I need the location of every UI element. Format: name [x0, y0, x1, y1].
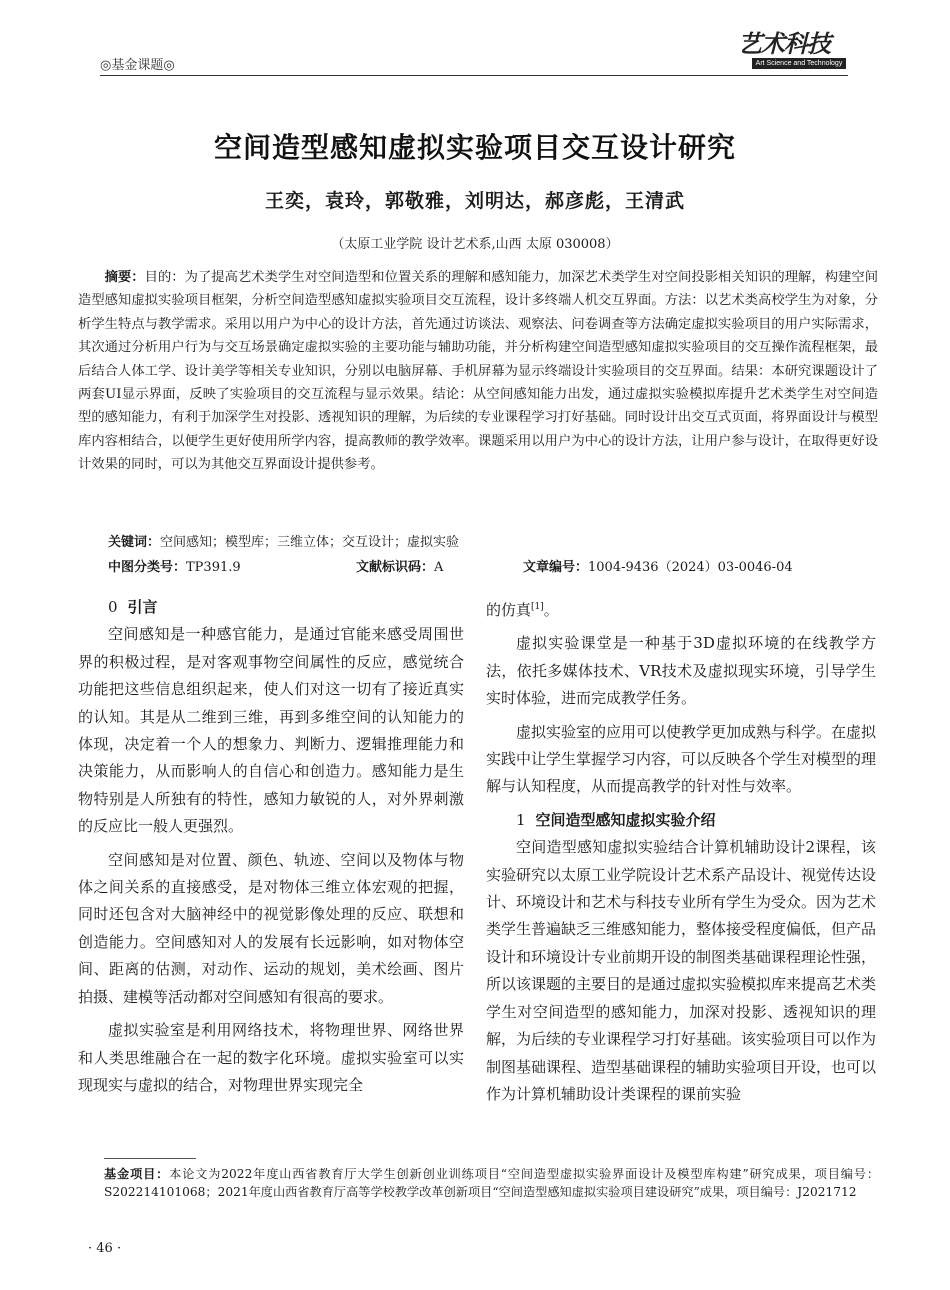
- page-number: · 46 ·: [88, 1241, 122, 1256]
- paragraph: 空间感知是一种感官能力，是通过官能来感受周围世界的积极过程，是对客观事物空间属性的反应，感觉统合功能把这些信息组织起来，使人们对这一切有了接近真实的认知。其是从二维到三维，再到多维空间的认知能力的体现，决定着一个人的想象力、判断力、逻辑推理能力和决策能力，从而影响人的自信心和创造力。感知能力是生物特别是人所独有的特性，感知力敏锐的人，对外界刺激的反应比一般人更强烈。: [78, 625, 464, 836]
- paragraph: 空间造型感知虚拟实验结合计算机辅助设计2课程，该实验研究以太原工业学院设计艺术系产品设计、视觉传达设计、环境设计和艺术与科技专业所有学生为受众。因为艺术类学生普遍缺乏三维感知能力，整体接受程度偏低，但产品设计和环境设计专业前期开设的制图类基础课程理论性强，所以该课题的主要目的是通过虚拟实验模拟库来提高艺术类学生对空间造型的感知能力，加深对投影、透视知识的理解，为后续的专业课程学习打好基础。该实验项目可以作为制图基础课程、造型基础课程的辅助实验项目开设，也可以作为计算机辅助设计类课程的课前实验: [486, 838, 877, 1103]
- article-number-label: 文章编号：: [523, 560, 589, 575]
- paragraph: 虚拟实验课堂是一种基于3D虚拟环境的在线教学方法，依托多媒体技术、VR技术及虚拟现实环境，引导学生实时体验，进而完成教学任务。: [486, 634, 876, 708]
- abstract-label: 摘要：: [104, 270, 145, 285]
- journal-logo-subtitle: Art Science and Technology: [752, 58, 846, 69]
- citation-reference: [1]: [531, 602, 544, 612]
- section-heading-experiment-intro: [486, 807, 876, 834]
- footnote-divider: [104, 1158, 196, 1159]
- author-list: 王奕，袁玲，郭敬雅，刘明达，郝彦彪，王清武: [264, 190, 685, 212]
- article-number-value: 1004-9436（2024）03-0046-04: [588, 560, 793, 575]
- body-left-column: [78, 594, 464, 1105]
- paragraph: 空间感知是对位置、颜色、轨迹、空间以及物体与物体之间关系的直接感受，是对物体三维立体宏观的把握，同时还包含对大脑神经中的视觉影像处理的反应、联想和创造能力。空间感知对人的发展有长远影响，如对物体空间、距离的估测，对动作、运动的规划，美术绘画、图片拍摄、建模等活动都对空间感知有很高的要求。: [78, 850, 464, 1006]
- keywords: [108, 531, 459, 550]
- document-code: [356, 556, 443, 575]
- footnote-label: 基金项目：: [104, 1167, 170, 1181]
- clc-label: 中图分类号：: [108, 560, 187, 575]
- section-number: 1: [516, 810, 526, 829]
- section-title: 引言: [127, 598, 158, 616]
- body-right-column: [486, 594, 876, 1114]
- paragraph-continued-text: 的仿真: [486, 601, 532, 619]
- paper-title: 空间造型感知虚拟实验项目交互设计研究: [213, 131, 736, 164]
- abstract-text: 目的：为了提高艺术类学生对空间造型和位置关系的理解和感知能力，加深艺术类学生对空间投影相关知识的理解，构建空间造型感知虚拟实验项目框架，分析空间造型感知虚拟实验项目交互流程，设计多终端人机交互界面。方法：以艺术类高校学生为对象，分析学生特点与教学需求。采用以用户为中心的设计方法，首先通过访谈法、观察法、问卷调查等方法确定虚拟实验项目的用户实际需求，其次通过分析用户行为与交互场景确定虚拟实验的主要功能与辅助功能，并分析构建空间造型感知虚拟实验项目的交互操作流程框架，最后结合人体工学、设计美学等相关专业知识，分别以电脑屏幕、手机屏幕为显示终端设计实验项目的交互界面。结果：本研究课题设计了两套UI显示界面，反映了实验项目的交互流程与显示效果。结论：从空间感知能力出发，通过虚拟实验模拟库提升艺术类学生对空间造型的感知能力，有利于加深学生对投影、透视知识的理解，为后续的专业课程学习打好基础。同时设计出交互式页面，将界面设计与模型库内容相结合，以便学生更好使用所学内容，提高教师的教学效率。课题采用以用户为中心的设计方法，让用户参与设计，在取得更好设计效果的同时，可以为其他交互界面设计提供参考。: [78, 270, 879, 473]
- keywords-label: 关键词：: [108, 535, 161, 550]
- journal-logo: [738, 24, 848, 70]
- doc-code-value: A: [434, 560, 444, 575]
- paragraph-continued-end: 。: [543, 601, 559, 619]
- section-title: 空间造型感知虚拟实验介绍: [535, 810, 716, 829]
- section-number: 0: [108, 598, 118, 616]
- abstract: [78, 266, 878, 477]
- header-divider: [100, 75, 848, 76]
- journal-logo-title: 艺术科技: [738, 29, 830, 58]
- clc-value: TP391.9: [186, 560, 241, 575]
- paragraph-continued: [486, 594, 876, 624]
- paragraph: 虚拟实验室的应用可以使教学更加成熟与科学。在虚拟实践中让学生掌握学习内容，可以反映各个学生对模型的理解与认知程度，从而提高教学的针对性与效率。: [486, 722, 877, 796]
- section-label: ◎基金课题◎: [100, 58, 175, 73]
- keywords-text: 空间感知；模型库；三维立体；交互设计；虚拟实验: [160, 535, 460, 550]
- article-number: [523, 556, 793, 575]
- affiliation: （太原工业学院 设计艺术系,山西 太原 030008）: [331, 237, 619, 252]
- funding-footnote: [104, 1166, 879, 1201]
- doc-code-label: 文献标识码：: [356, 560, 435, 575]
- section-heading-introduction: [78, 594, 464, 621]
- clc-number: [108, 556, 241, 575]
- footnote-text: 本论文为2022年度山西省教育厅大学生创新创业训练项目“空间造型虚拟实验界面设计及模型库构建”研究成果，项目编号：S202214101068；2021年度山西省教育厅高等学校教学改革创新项目“空间造型感知虚拟实验项目建设研究”成果，项目编号：J2021712: [104, 1167, 880, 1199]
- paragraph: 虚拟实验室是利用网络技术，将物理世界、网络世界和人类思维融合在一起的数字化环境。虚拟实验室可以实现现实与虚拟的结合，对物理世界实现完全: [78, 1021, 464, 1094]
